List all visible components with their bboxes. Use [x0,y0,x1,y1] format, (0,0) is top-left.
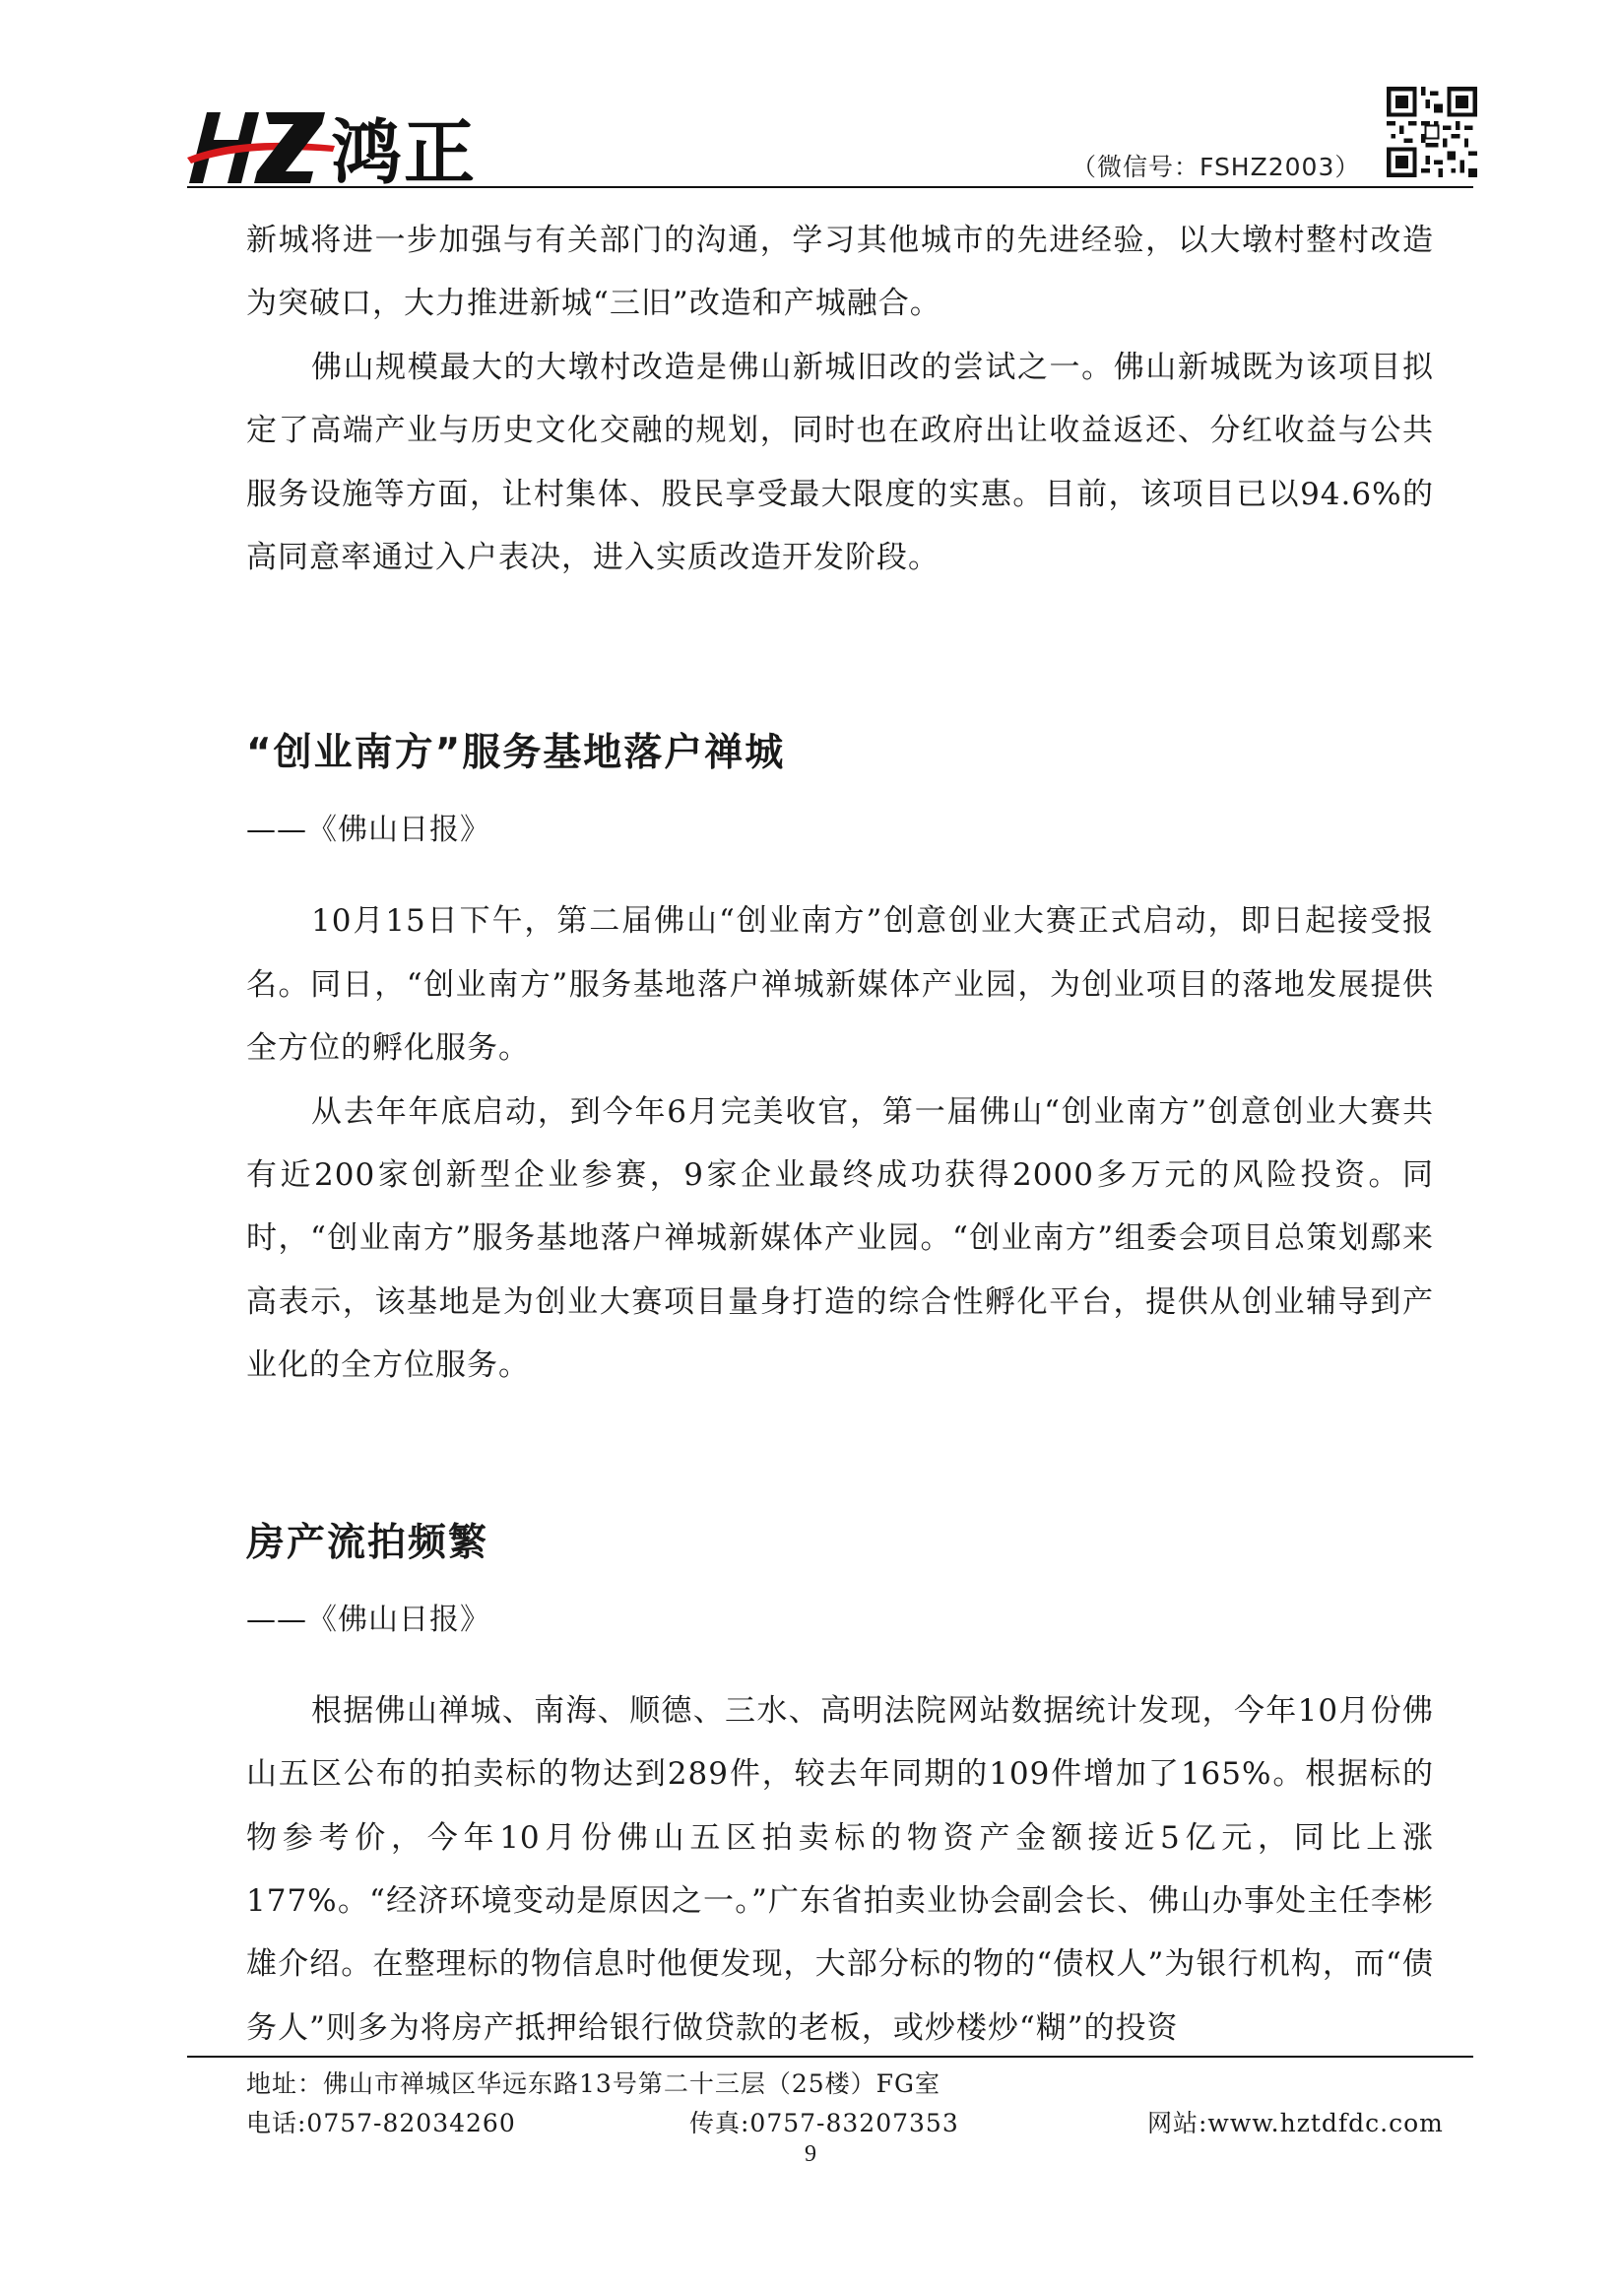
footer-fax: 传真:0757-83207353 [689,2109,959,2137]
footer-address: 地址：佛山市禅城区华远东路13号第二十三层（25楼）FG室 [246,2069,940,2098]
paragraph: 从去年年底启动，到今年6月完美收官，第一届佛山“创业南方”创意创业大赛共有近200家创新型企业参赛，9家企业最终成功获得2000多万元的风险投资。同时，“创业南方”服务基地落户禅城新媒体产业园。“创业南方”组委会项目总策划鄢来高表示，该基地是为创业大赛项目量身打造的综合性孵化平台，提供从创业辅导到产业化的全方位服务。 [246,1093,1434,1384]
paragraph: 根据佛山禅城、南海、顺德、三水、高明法院网站数据统计发现，今年10月份佛山五区公布的拍卖标的物达到289件，较去年同期的109件增加了165%。根据标的物参考价，今年10月份佛山五区拍卖标的物资产金额接近5亿元，同比上涨177%。“经济环境变动是原因之一。”广东省拍卖业协会副会长、佛山办事处主任李彬雄介绍。在整理标的物信息时他便发现，大部分标的物的“债权人”为银行机构，而“债务人”则多为将房产抵押给银行做贷款的老板，或炒楼炒“糊”的投资 [246,1692,1434,2046]
page-number: 9 [805,2141,816,2167]
company-logo [187,106,483,187]
footer-phone: 电话:0757-82034260 [246,2109,516,2137]
logo-hanzi-zheng: 正 [404,111,476,187]
qr-code-icon [1387,87,1477,177]
page-content [246,209,1434,2060]
paragraph: 新城将进一步加强与有关部门的沟通，学习其他城市的先进经验，以大墩村整村改造为突破口，大力推进新城“三旧”改造和产城融合。 [246,223,1434,322]
footer-rule [187,2056,1473,2058]
paragraph: 佛山规模最大的大墩村改造是佛山新城旧改的尝试之一。佛山新城既为该项目拟定了高端产业与历史文化交融的规划，同时也在政府出让收益返还、分红收益与公共服务设施等方面，让村集体、股民享受最大限度的实惠。目前，该项目已以94.6%的高同意率通过入户表决，进入实质改造开发阶段。 [246,349,1434,576]
article-source: ——《佛山日报》 [246,813,490,848]
wechat-id: （微信号：FSHZ2003） [1071,153,1361,181]
article-source: ——《佛山日报》 [246,1602,490,1637]
article-title: 房产流拍频繁 [246,1520,489,1565]
article-title: “创业南方”服务基地落户禅城 [246,731,786,776]
header-rule [187,186,1473,188]
logo-hanzi-hong: 鸿 [331,111,403,187]
footer-website: 网站:www.hztdfdc.com [1147,2109,1444,2137]
paragraph: 10月15日下午，第二届佛山“创业南方”创意创业大赛正式启动，即日起接受报名。同日，“创业南方”服务基地落户禅城新媒体产业园，为创业项目的落地发展提供全方位的孵化服务。 [246,903,1434,1067]
